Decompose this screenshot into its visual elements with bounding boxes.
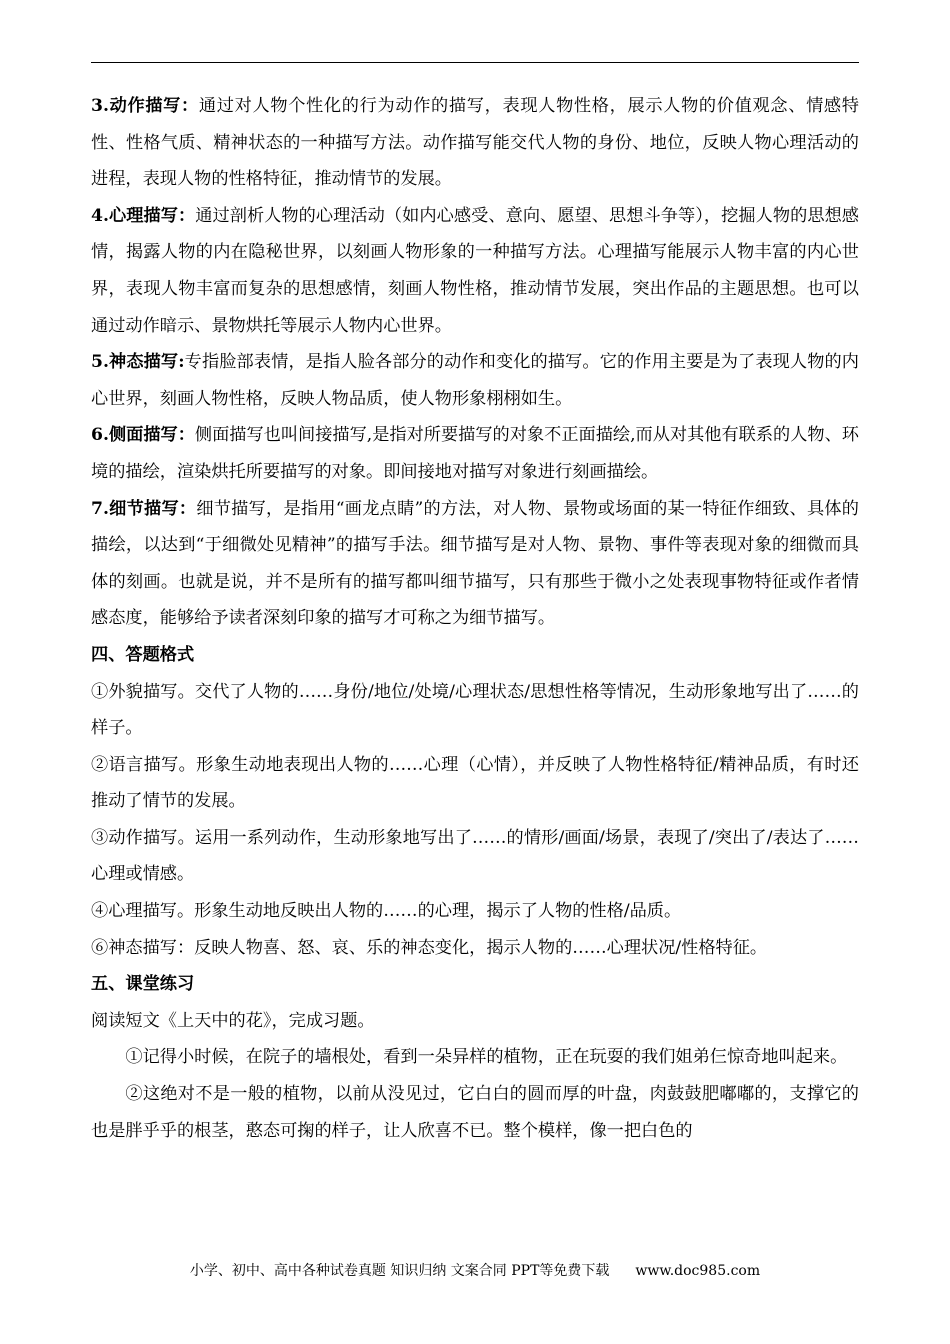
section-side-description — [91, 417, 859, 490]
answer-format-item: ①外貌描写。交代了人物的……身份/地位/处境/心理状态/思想性格等情况，生动形象地写出了……的样子。 — [91, 681, 859, 739]
footer-text: 小学、初中、高中各种试卷真题 知识归纳 文案合同 PPT等免费下载 — [189, 1263, 610, 1279]
section-title: 7.细节描写： — [91, 498, 197, 519]
practice-intro: 阅读短文《上天中的花》，完成习题。 — [91, 1010, 375, 1031]
section-title: 5.神态描写: — [91, 352, 185, 373]
page-footer — [0, 1261, 950, 1281]
section-body: 专指脸部表情，是指人脸各部分的动作和变化的描写。它的作用主要是为了表现人物的内心世界，刻画人物性格，反映人物品质，使人物形象栩栩如生。 — [91, 352, 859, 409]
footer-url: www.doc985.com — [635, 1263, 761, 1279]
section-body: 侧面描写也叫间接描写,是指对所要描写的对象不正面描绘,而从对其他有联系的人物、环境的描绘，渲染烘托所要描写的对象。即间接地对描写对象进行刻画描绘。 — [91, 425, 859, 482]
section-title: 3.动作描写： — [91, 96, 199, 116]
answer-format-item: ④心理描写。形象生动地反映出人物的……的心理，揭示了人物的性格/品质。 — [91, 901, 682, 922]
section-body: 通过剖析人物的心理活动（如内心感受、意向、愿望、思想斗争等），挖掘人物的思想感情，揭露人物的内在隐秘世界，以刻画人物形象的一种描写方法。心理描写能展示人物丰富的内心世界，表现人物丰富而复杂的思想感情，刻画人物性格，推动情节发展，突出作品的主题思想。也可以通过动作暗示、景物烘托等展示人物内心世界。 — [91, 205, 859, 336]
section-body: 通过对人物个性化的行为动作的描写，表现人物性格，展示人物的价值观念、情感特性、性格气质、精神状态的一种描写方法。动作描写能交代人物的身份、地位，反映人物心理活动的进程，表现人物的性格特征，推动情节的发展。 — [91, 96, 859, 190]
header-rule — [91, 62, 859, 63]
section-action-description — [91, 88, 859, 198]
section-body: 细节描写，是指用“画龙点睛”的方法，对人物、景物或场面的某一特征作细致、具体的描绘，以达到“于细微处见精神”的描写手法。细节描写是对人物、景物、事件等表现对象的细微而具体的刻画。也就是说，并不是所有的描写都叫细节描写，只有那些于微小之处表现事物特征或作者情感态度，能够给予读者深刻印象的描写才可称之为细节描写。 — [91, 498, 859, 629]
document-body — [91, 88, 859, 1149]
practice-paragraph: ②这绝对不是一般的植物，以前从没见过，它白白的圆而厚的叶盘，肉鼓鼓肥嘟嘟的，支撑它的也是胖乎乎的根茎，憨态可掬的样子，让人欣喜不已。整个模样，像一把白色的 — [91, 1084, 859, 1141]
section-psychological-description — [91, 198, 859, 344]
answer-format-item: ②语言描写。形象生动地表现出人物的……心理（心情），并反映了人物性格特征/精神品质，有时还推动了情节的发展。 — [91, 754, 859, 812]
section-title: 6.侧面描写： — [91, 425, 195, 446]
practice-heading: 五、课堂练习 — [91, 974, 195, 995]
section-expression-description — [91, 344, 859, 417]
answer-format-item: ③动作描写。运用一系列动作，生动形象地写出了……的情形/画面/场景，表现了/突出了/表达了……心理或情感。 — [91, 827, 859, 885]
practice-paragraph: ①记得小时候，在院子的墙根处，看到一朵异样的植物，正在玩耍的我们姐弟仨惊奇地叫起来。 — [125, 1047, 848, 1068]
section-detail-description — [91, 491, 859, 637]
section-title: 4.心理描写： — [91, 205, 196, 226]
answer-format-item: ⑥神态描写：反映人物喜、怒、哀、乐的神态变化，揭示人物的……心理状况/性格特征。 — [91, 937, 768, 958]
answer-format-heading: 四、答题格式 — [91, 644, 195, 665]
